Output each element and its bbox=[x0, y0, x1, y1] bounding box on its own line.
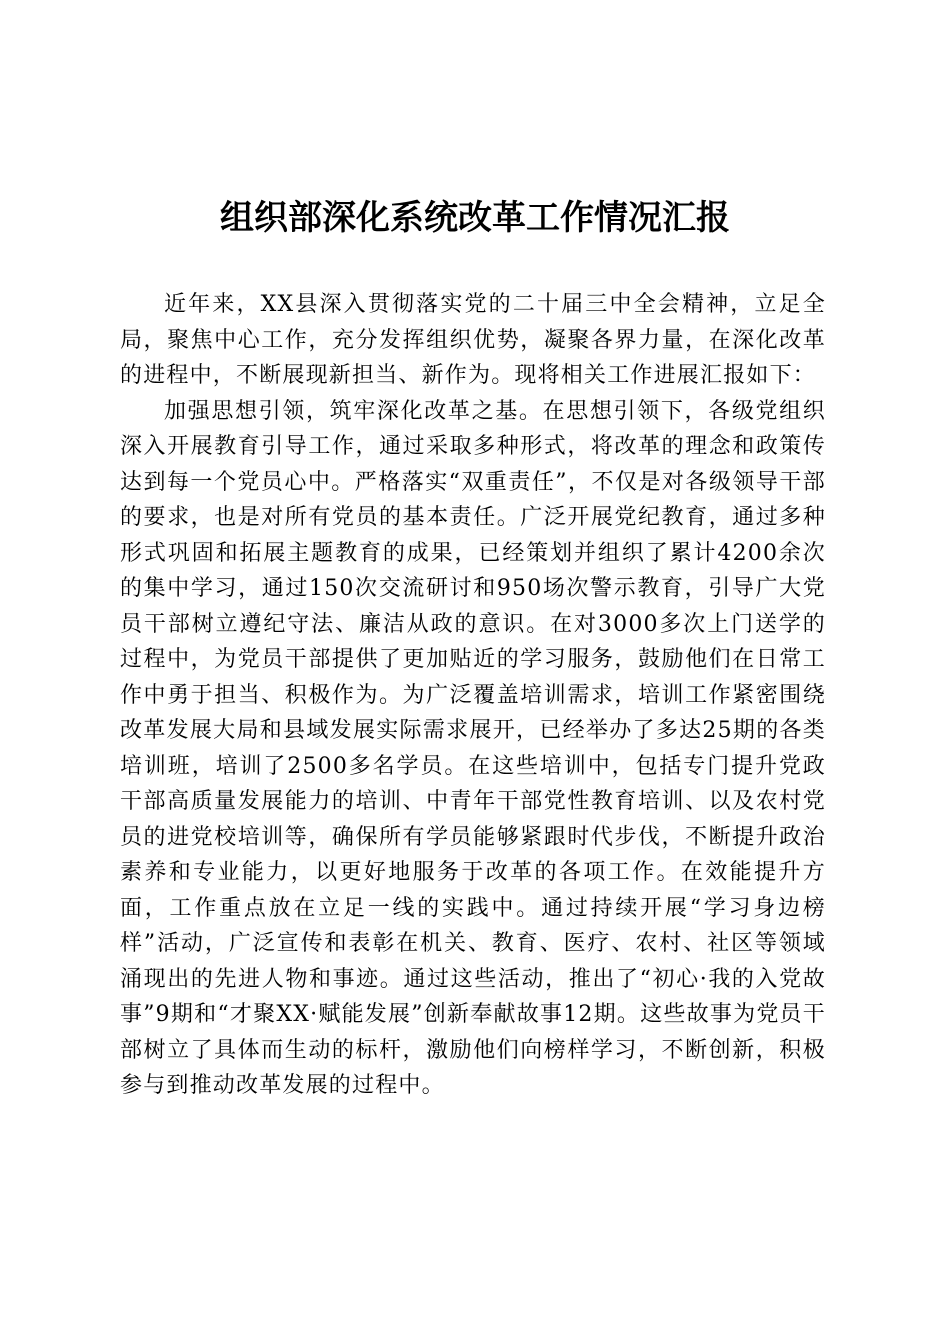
document-title: 组织部深化系统改革工作情况汇报 bbox=[220, 198, 730, 238]
thought-guidance-paragraph: 加强思想引领，筑牢深化改革之基。在思想引领下，各级党组织深入开展教育引导工作，通过采取多种形式，将改革的理念和政策传达到每一个党员心中。严格落实“双重责任”，不仅是对各级领导干部的要求，也是对所有党员的基本责任。广泛开展党纪教育，通过多种形式巩固和拓展主题教育的成果，已经策划并组织了累计4200余次的集中学习，通过150次交流研讨和950场次警示教育，引导广大党员干部树立遵纪守法、廉洁从政的意识。在对3000多次上门送学的过程中，为党员干部提供了更加贴近的学习服务，鼓励他们在日常工作中勇于担当、积极作为。为广泛覆盖培训需求，培训工作紧密围绕改革发展大局和县域发展实际需求展开，已经举办了多达25期的各类培训班，培训了2500多名学员。在这些培训中，包括专门提升党政干部高质量发展能力的培训、中青年干部党性教育培训、以及农村党员的进党校培训等，确保所有学员能够紧跟时代步伐，不断提升政治素养和专业能力，以更好地服务于改革的各项工作。在效能提升方面，工作重点放在立足一线的实践中。通过持续开展“学习身边榜样”活动，广泛宣传和表彰在机关、教育、医疗、农村、社区等领域涌现出的先进人物和事迹。通过这些活动，推出了“初心·我的入党故事”9期和“才聚XX·赋能发展”创新奉献故事12期。这些故事为党员干部树立了具体而生动的标杆，激励他们向榜样学习，不断创新，积极参与到推动改革发展的过程中。 bbox=[120, 398, 826, 1098]
document-body bbox=[120, 287, 826, 1104]
intro-paragraph: 近年来，XX县深入贯彻落实党的二十届三中全会精神，立足全局，聚焦中心工作，充分发挥组织优势，凝聚各界力量，在深化改革的进程中，不断展现新担当、新作为。现将相关工作进展汇报如下： bbox=[120, 292, 826, 388]
